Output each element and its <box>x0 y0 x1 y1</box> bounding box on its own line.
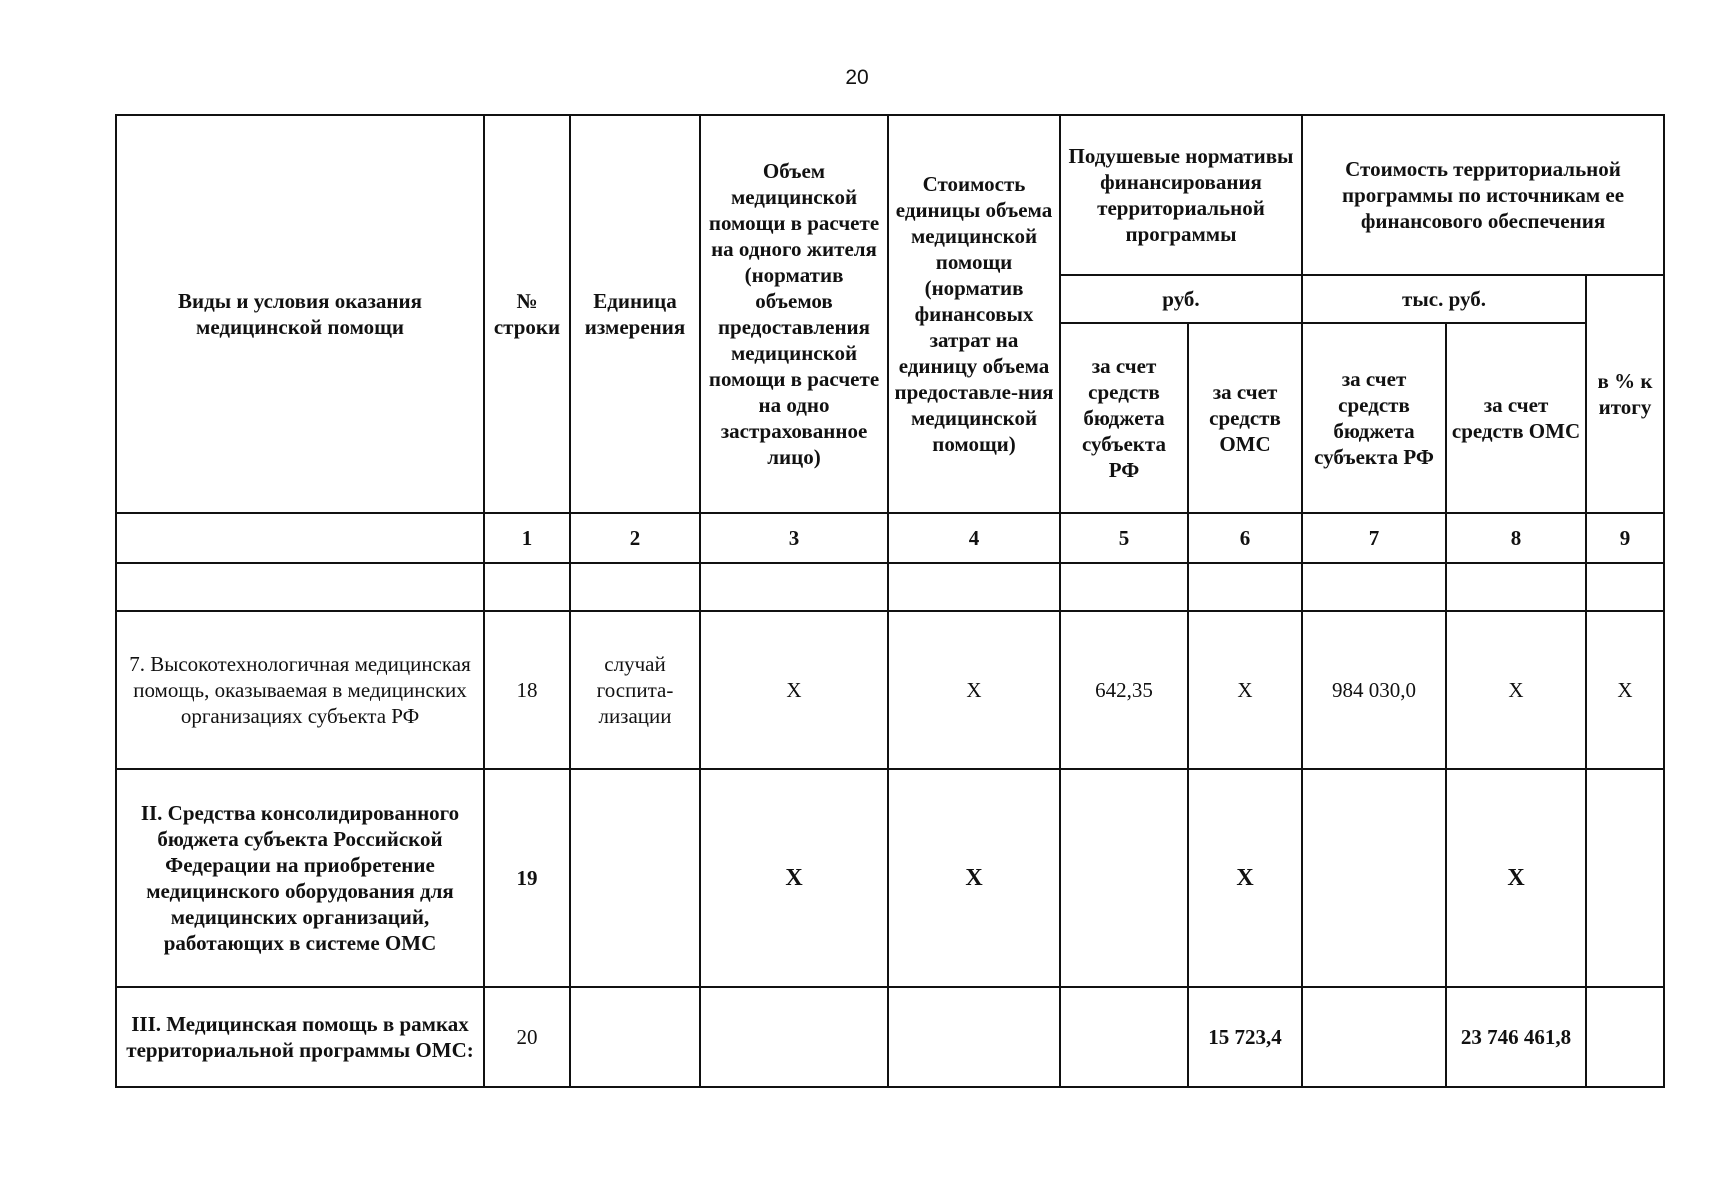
header-pc-budget: за счет средств бюджета субъекта РФ <box>1060 323 1188 513</box>
row-pc-oms: 15 723,4 <box>1188 987 1302 1087</box>
row-unit-cost <box>888 987 1060 1087</box>
column-number: 2 <box>570 513 700 563</box>
row-pc-oms: Х <box>1188 769 1302 987</box>
empty-row <box>116 563 1664 611</box>
header-cs-oms: за счет средств ОМС <box>1446 323 1586 513</box>
column-number: 9 <box>1586 513 1664 563</box>
row-volume <box>700 987 888 1087</box>
header-row-number: № строки <box>484 115 570 513</box>
column-number-row <box>116 513 1664 563</box>
row-cs-budget <box>1302 769 1446 987</box>
table-cell <box>484 563 570 611</box>
row-percent: Х <box>1586 611 1664 769</box>
table-cell <box>1302 563 1446 611</box>
row-volume: Х <box>700 611 888 769</box>
table-cell <box>1188 563 1302 611</box>
row-cs-oms: Х <box>1446 611 1586 769</box>
budget-table <box>115 114 1665 1088</box>
row-cs-budget <box>1302 987 1446 1087</box>
column-number: 3 <box>700 513 888 563</box>
row-pc-oms: Х <box>1188 611 1302 769</box>
column-number: 7 <box>1302 513 1446 563</box>
row-cs-oms: Х <box>1446 769 1586 987</box>
row-cs-budget: 984 030,0 <box>1302 611 1446 769</box>
header-pc-oms: за счет средств ОМС <box>1188 323 1302 513</box>
row-label: III. Медицинская помощь в рамках территориальной программы ОМС: <box>116 987 484 1087</box>
row-volume: Х <box>700 769 888 987</box>
header-cost-by-source-group: Стоимость территориальной программы по источникам ее финансового обеспечения <box>1302 115 1664 275</box>
row-pc-budget: 642,35 <box>1060 611 1188 769</box>
table-cell <box>888 563 1060 611</box>
table-cell <box>570 563 700 611</box>
table-cell <box>700 563 888 611</box>
table-cell <box>1446 563 1586 611</box>
row-pc-budget <box>1060 769 1188 987</box>
header-row <box>116 115 1664 275</box>
table-cell <box>1586 563 1664 611</box>
row-pc-budget <box>1060 987 1188 1087</box>
row-label: 7. Высокотехнологичная медицинская помощь, оказываемая в медицинских организациях субъекта РФ <box>116 611 484 769</box>
table-cell <box>1060 563 1188 611</box>
row-number: 18 <box>484 611 570 769</box>
row-unit <box>570 987 700 1087</box>
page-number: 20 <box>845 66 869 89</box>
row-percent <box>1586 987 1664 1087</box>
header-unit-rub: руб. <box>1060 275 1302 323</box>
header-volume: Объем медицинской помощи в расчете на одного жителя (норматив объемов предоставления медицинской помощи в расчете на одно застрахованное лицо) <box>700 115 888 513</box>
row-number: 19 <box>484 769 570 987</box>
header-cs-budget: за счет средств бюджета субъекта РФ <box>1302 323 1446 513</box>
row-unit <box>570 769 700 987</box>
row-unit-cost: Х <box>888 769 1060 987</box>
header-unit-thousand-rub: тыс. руб. <box>1302 275 1586 323</box>
header-percent: в % к итогу <box>1586 275 1664 513</box>
table-row <box>116 987 1664 1087</box>
table-row <box>116 611 1664 769</box>
row-percent <box>1586 769 1664 987</box>
header-per-capita-group: Подушевые нормативы финансирования территориальной программы <box>1060 115 1302 275</box>
column-number: 8 <box>1446 513 1586 563</box>
row-cs-oms: 23 746 461,8 <box>1446 987 1586 1087</box>
row-unit-cost: Х <box>888 611 1060 769</box>
column-number: 6 <box>1188 513 1302 563</box>
column-number: 1 <box>484 513 570 563</box>
table-cell <box>116 563 484 611</box>
header-unit: Единица измерения <box>570 115 700 513</box>
row-number: 20 <box>484 987 570 1087</box>
header-unit-cost: Стоимость единицы объема медицинской помощи (норматив финансовых затрат на единицу объема предоставле-ния медицинской помощи) <box>888 115 1060 513</box>
column-number: 4 <box>888 513 1060 563</box>
column-number-blank <box>116 513 484 563</box>
column-number: 5 <box>1060 513 1188 563</box>
header-kind: Виды и условия оказания медицинской помощи <box>116 115 484 513</box>
row-unit: случай госпита-лизации <box>570 611 700 769</box>
table-row <box>116 769 1664 987</box>
row-label: II. Средства консолидированного бюджета субъекта Российской Федерации на приобретение медицинского оборудования для медицинских организаций, работающих в системе ОМС <box>116 769 484 987</box>
